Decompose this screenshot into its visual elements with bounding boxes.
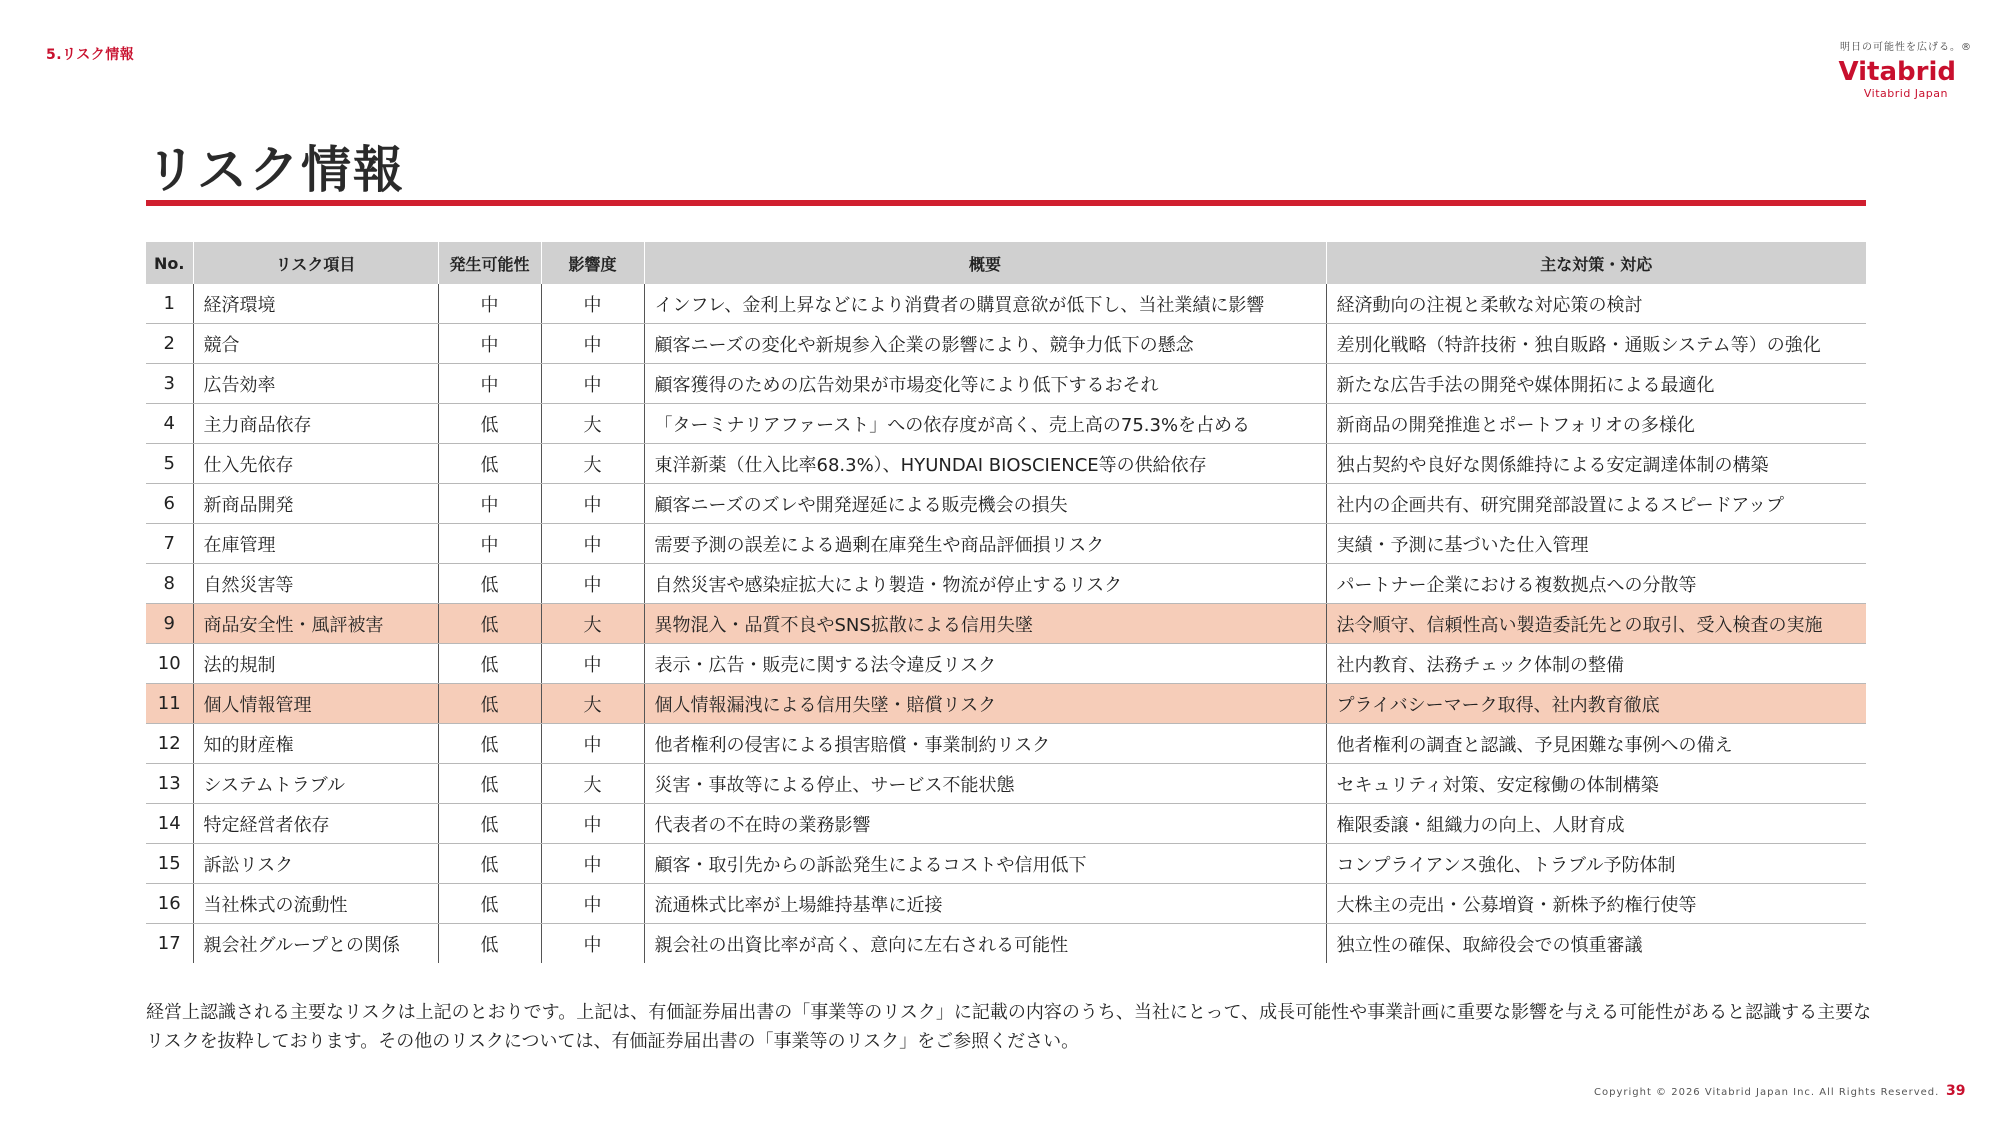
cell-summary: インフレ、金利上昇などにより消費者の購買意欲が低下し、当社業績に影響 bbox=[644, 284, 1326, 324]
cell-no: 10 bbox=[146, 644, 193, 684]
cell-no: 7 bbox=[146, 524, 193, 564]
cell-summary: 個人情報漏洩による信用失墜・賠償リスク bbox=[644, 684, 1326, 724]
cell-summary: 流通株式比率が上場維持基準に近接 bbox=[644, 884, 1326, 924]
cell-likelihood: 低 bbox=[438, 444, 541, 484]
header-risk-item: リスク項目 bbox=[193, 242, 438, 284]
cell-measure: 大株主の売出・公募増資・新株予約権行使等 bbox=[1326, 884, 1866, 924]
table-row bbox=[146, 364, 1866, 404]
table-row bbox=[146, 564, 1866, 604]
page-number: 39 bbox=[1946, 1083, 1966, 1099]
header-likelihood: 発生可能性 bbox=[438, 242, 541, 284]
cell-risk-item: 新商品開発 bbox=[193, 484, 438, 524]
cell-measure: 新たな広告手法の開発や媒体開拓による最適化 bbox=[1326, 364, 1866, 404]
cell-risk-item: 自然災害等 bbox=[193, 564, 438, 604]
cell-summary: 顧客ニーズのズレや開発遅延による販売機会の損失 bbox=[644, 484, 1326, 524]
cell-impact: 中 bbox=[541, 284, 644, 324]
cell-likelihood: 中 bbox=[438, 484, 541, 524]
cell-measure: パートナー企業における複数拠点への分散等 bbox=[1326, 564, 1866, 604]
cell-likelihood: 低 bbox=[438, 804, 541, 844]
cell-risk-item: 仕入先依存 bbox=[193, 444, 438, 484]
logo-tagline: 明日の可能性を広げる。® bbox=[1840, 42, 1972, 53]
table-row bbox=[146, 684, 1866, 724]
cell-no: 3 bbox=[146, 364, 193, 404]
cell-no: 2 bbox=[146, 324, 193, 364]
table-row bbox=[146, 444, 1866, 484]
cell-impact: 大 bbox=[541, 404, 644, 444]
table-header-row bbox=[146, 242, 1866, 284]
table-row bbox=[146, 884, 1866, 924]
cell-likelihood: 低 bbox=[438, 644, 541, 684]
cell-measure: 他者権利の調査と認識、予見困難な事例への備え bbox=[1326, 724, 1866, 764]
cell-likelihood: 低 bbox=[438, 564, 541, 604]
cell-no: 4 bbox=[146, 404, 193, 444]
cell-no: 1 bbox=[146, 284, 193, 324]
cell-summary: 自然災害や感染症拡大により製造・物流が停止するリスク bbox=[644, 564, 1326, 604]
cell-likelihood: 低 bbox=[438, 604, 541, 644]
cell-no: 9 bbox=[146, 604, 193, 644]
cell-risk-item: 当社株式の流動性 bbox=[193, 884, 438, 924]
cell-impact: 中 bbox=[541, 924, 644, 964]
cell-impact: 中 bbox=[541, 364, 644, 404]
cell-summary: 代表者の不在時の業務影響 bbox=[644, 804, 1326, 844]
cell-measure: 新商品の開発推進とポートフォリオの多様化 bbox=[1326, 404, 1866, 444]
table-row bbox=[146, 924, 1866, 964]
table-row bbox=[146, 804, 1866, 844]
header-measures: 主な対策・対応 bbox=[1326, 242, 1866, 284]
cell-risk-item: 経済環境 bbox=[193, 284, 438, 324]
section-label: 5.リスク情報 bbox=[46, 47, 135, 63]
cell-summary: 需要予測の誤差による過剰在庫発生や商品評価損リスク bbox=[644, 524, 1326, 564]
cell-no: 16 bbox=[146, 884, 193, 924]
cell-impact: 中 bbox=[541, 564, 644, 604]
cell-impact: 中 bbox=[541, 724, 644, 764]
cell-measure: 社内の企画共有、研究開発部設置によるスピードアップ bbox=[1326, 484, 1866, 524]
table-row bbox=[146, 764, 1866, 804]
cell-measure: プライバシーマーク取得、社内教育徹底 bbox=[1326, 684, 1866, 724]
cell-impact: 中 bbox=[541, 324, 644, 364]
cell-likelihood: 低 bbox=[438, 884, 541, 924]
cell-likelihood: 低 bbox=[438, 684, 541, 724]
table-row bbox=[146, 844, 1866, 884]
cell-impact: 中 bbox=[541, 484, 644, 524]
cell-likelihood: 中 bbox=[438, 284, 541, 324]
cell-measure: 法令順守、信頼性高い製造委託先との取引、受入検査の実施 bbox=[1326, 604, 1866, 644]
cell-no: 15 bbox=[146, 844, 193, 884]
cell-measure: 社内教育、法務チェック体制の整備 bbox=[1326, 644, 1866, 684]
title-divider bbox=[146, 200, 1866, 206]
cell-risk-item: 広告効率 bbox=[193, 364, 438, 404]
cell-measure: 実績・予測に基づいた仕入管理 bbox=[1326, 524, 1866, 564]
cell-no: 13 bbox=[146, 764, 193, 804]
cell-likelihood: 低 bbox=[438, 844, 541, 884]
table-row bbox=[146, 644, 1866, 684]
cell-no: 5 bbox=[146, 444, 193, 484]
cell-likelihood: 中 bbox=[438, 524, 541, 564]
cell-measure: 差別化戦略（特許技術・独自販路・通販システム等）の強化 bbox=[1326, 324, 1866, 364]
cell-measure: 独占契約や良好な関係維持による安定調達体制の構築 bbox=[1326, 444, 1866, 484]
cell-likelihood: 低 bbox=[438, 924, 541, 964]
cell-summary: 顧客ニーズの変化や新規参入企業の影響により、競争力低下の懸念 bbox=[644, 324, 1326, 364]
cell-risk-item: システムトラブル bbox=[193, 764, 438, 804]
cell-summary: 災害・事故等による停止、サービス不能状態 bbox=[644, 764, 1326, 804]
cell-impact: 大 bbox=[541, 444, 644, 484]
risk-table bbox=[146, 242, 1866, 963]
cell-summary: 顧客・取引先からの訴訟発生によるコストや信用低下 bbox=[644, 844, 1326, 884]
cell-risk-item: 在庫管理 bbox=[193, 524, 438, 564]
cell-risk-item: 主力商品依存 bbox=[193, 404, 438, 444]
cell-summary: 異物混入・品質不良やSNS拡散による信用失墜 bbox=[644, 604, 1326, 644]
cell-impact: 中 bbox=[541, 844, 644, 884]
cell-measure: コンプライアンス強化、トラブル予防体制 bbox=[1326, 844, 1866, 884]
table-row bbox=[146, 724, 1866, 764]
header-impact: 影響度 bbox=[541, 242, 644, 284]
cell-likelihood: 低 bbox=[438, 724, 541, 764]
cell-impact: 中 bbox=[541, 804, 644, 844]
cell-summary: 表示・広告・販売に関する法令違反リスク bbox=[644, 644, 1326, 684]
table-row bbox=[146, 524, 1866, 564]
cell-impact: 中 bbox=[541, 644, 644, 684]
cell-risk-item: 特定経営者依存 bbox=[193, 804, 438, 844]
cell-summary: 他者権利の侵害による損害賠償・事業制約リスク bbox=[644, 724, 1326, 764]
cell-no: 8 bbox=[146, 564, 193, 604]
cell-summary: 「ターミナリアファースト」への依存度が高く、売上高の75.3%を占める bbox=[644, 404, 1326, 444]
cell-likelihood: 中 bbox=[438, 324, 541, 364]
cell-likelihood: 低 bbox=[438, 764, 541, 804]
cell-impact: 中 bbox=[541, 884, 644, 924]
cell-risk-item: 法的規制 bbox=[193, 644, 438, 684]
cell-likelihood: 中 bbox=[438, 364, 541, 404]
table-row bbox=[146, 604, 1866, 644]
cell-risk-item: 訴訟リスク bbox=[193, 844, 438, 884]
cell-measure: 独立性の確保、取締役会での慎重審議 bbox=[1336, 934, 1643, 956]
cell-no: 17 bbox=[146, 924, 193, 964]
cell-impact: 大 bbox=[541, 604, 644, 644]
cell-no: 12 bbox=[146, 724, 193, 764]
page-title: リスク情報 bbox=[146, 141, 405, 199]
footnote: 経営上認識される主要なリスクは上記のとおりです。上記は、有価証券届出書の「事業等のリスク」に記載の内容のうち、当社にとって、成長可能性や事業計画に重要な影響を与える可能性があると認識する主要なリスクを抜粋しております。その他のリスクについては、有価証券届出書の「事業等のリスク」をご参照ください。 bbox=[146, 1002, 1872, 1052]
cell-impact: 大 bbox=[541, 684, 644, 724]
cell-measure: セキュリティ対策、安定稼働の体制構築 bbox=[1326, 764, 1866, 804]
cell-measure: 経済動向の注視と柔軟な対応策の検討 bbox=[1326, 284, 1866, 324]
cell-likelihood: 低 bbox=[438, 404, 541, 444]
table-row bbox=[146, 404, 1866, 444]
company-logo bbox=[1752, 38, 1972, 100]
cell-summary: 顧客獲得のための広告効果が市場変化等により低下するおそれ bbox=[644, 364, 1326, 404]
cell-risk-item: 知的財産権 bbox=[193, 724, 438, 764]
cell-risk-item: 商品安全性・風評被害 bbox=[193, 604, 438, 644]
cell-risk-item: 競合 bbox=[193, 324, 438, 364]
cell-impact: 中 bbox=[541, 524, 644, 564]
header-summary: 概要 bbox=[644, 242, 1326, 284]
cell-risk-item: 親会社グループとの関係 bbox=[193, 924, 438, 964]
cell-impact: 大 bbox=[541, 764, 644, 804]
cell-no: 6 bbox=[146, 484, 193, 524]
copyright: Copyright © 2026 Vitabrid Japan Inc. All Rights Reserved. bbox=[1594, 1087, 1940, 1098]
logo-subtitle: Vitabrid Japan bbox=[1863, 87, 1948, 100]
cell-risk-item: 個人情報管理 bbox=[193, 684, 438, 724]
cell-no: 11 bbox=[146, 684, 193, 724]
cell-measure: 権限委譲・組織力の向上、人財育成 bbox=[1326, 804, 1866, 844]
table-row bbox=[146, 284, 1866, 324]
table-row bbox=[146, 324, 1866, 364]
cell-summary: 親会社の出資比率が高く、意向に左右される可能性 bbox=[644, 924, 1326, 964]
header-no: No. bbox=[146, 242, 193, 284]
table-row bbox=[146, 484, 1866, 524]
cell-summary: 東洋新薬（仕入比率68.3%）、HYUNDAI BIOSCIENCE等の供給依存 bbox=[644, 444, 1326, 484]
logo-brand: Vitabrid bbox=[1838, 57, 1956, 87]
cell-no: 14 bbox=[146, 804, 193, 844]
